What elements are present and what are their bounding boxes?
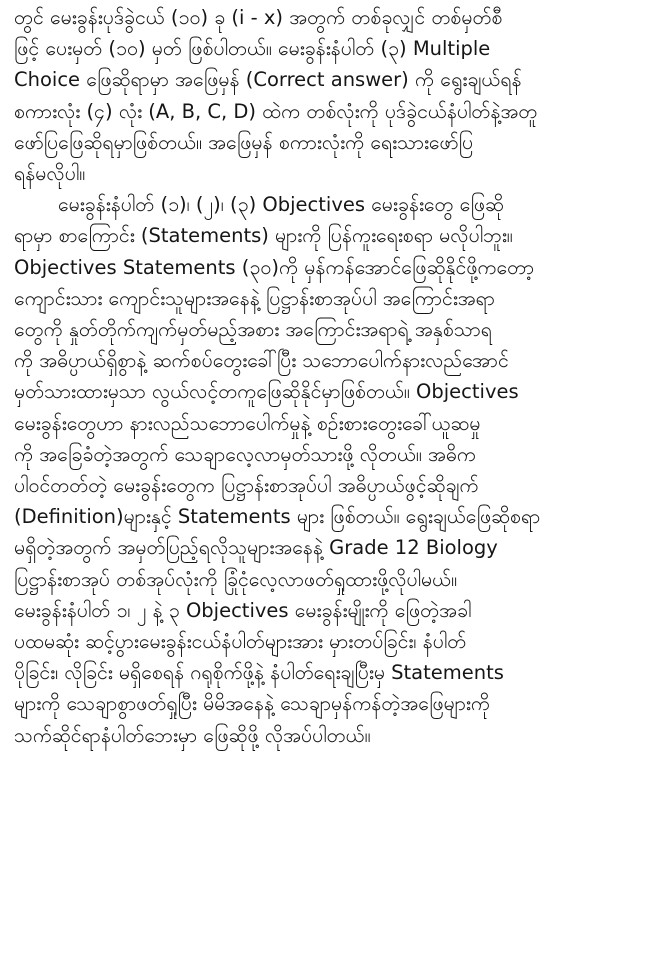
text-line: Choice ဖြေဆိုရာမှာ အဖြေမှန် (Correct answer) ကို ရွေးချယ်ရန် — [14, 68, 522, 92]
text-line: မရှိတဲ့အတွက် အမှတ်ပြည့်ရလိုသူများအနေနဲ့ Grade 12 Biology — [14, 536, 498, 560]
text-line: တွေကို နှုတ်တိုက်ကျက်မှတ်မည့်အစား အကြောင်းအရာရဲ့ အနှစ်သာရ — [14, 318, 492, 342]
text-line: ကျောင်းသား ကျောင်းသူများအနေနဲ့ ပြဋ္ဌာန်းစာအုပ်ပါ အကြောင်းအရာ — [14, 286, 495, 310]
text-line: မှတ်သားထားမှသာ လွယ်လင့်တကူဖြေဆိုနိုင်မှာဖြစ်တယ်။ Objectives — [14, 380, 519, 404]
paragraph-2 — [14, 189, 664, 751]
text-line: ဖော်ပြဖြေဆိုရမှာဖြစ်တယ်။ အဖြေမှန် စကားလုံးကို ရေးသားဖော်ပြ — [14, 130, 474, 154]
text-line: ကို အခြေခံတဲ့အတွက် သေချာလေ့လာမှတ်သားဖို့ လိုတယ်။ အဓိက — [14, 442, 476, 466]
text-line: ပထမဆုံး ဆင့်ပွားမေးခွန်းငယ်နံပါတ်များအား မှားတပ်ခြင်း၊ နံပါတ် — [14, 630, 467, 654]
text-line: မေးခွန်းနံပါတ် ၁၊ ၂ နဲ့ ၃ Objectives မေးခွန်းမျိုးကို ဖြေတဲ့အခါ — [14, 598, 472, 622]
text-line: ပိုခြင်း၊ လိုခြင်း မရှိစေရန် ဂရုစိုက်ဖို့နဲ့ နံပါတ်ရေးချပြီးမှ Statements — [14, 661, 504, 685]
text-line: ရာမှာ စာကြောင်း (Statements) များကို ပြန်ကူးရေးစရာ မလိုပါဘူး။ — [14, 224, 513, 248]
text-line: သက်ဆိုင်ရာနံပါတ်ဘေးမှာ ဖြေဆိုဖို့ လိုအပ်ပါတယ်။ — [14, 723, 371, 747]
text-line: ပါဝင်တတ်တဲ့ မေးခွန်းတွေက ပြဋ္ဌာန်းစာအုပ်ပါ အဓိပ္ပာယ်ဖွင့်ဆိုချက် — [14, 474, 479, 498]
text-line: ရန်မလိုပါ။ — [14, 162, 86, 186]
text-line: ပြဋ္ဌာန်းစာအုပ် တစ်အုပ်လုံးကို ခြုံငုံလေ့လာဖတ်ရှုထားဖို့လိုပါမယ်။ — [14, 567, 457, 591]
text-line: များကို သေချာစွာဖတ်ရှုပြီး မိမိအနေနဲ့ သေချာမှန်ကန်တဲ့အဖြေများကို — [14, 692, 490, 716]
text-line: Objectives Statements (၃၀)ကို မှန်ကန်အောင်ဖြေဆိုနိုင်ဖို့ကတော့ — [14, 255, 535, 279]
text-line: စကားလုံး (၄) လုံး (A, B, C, D) ထဲက တစ်လုံးကို ပုဒ်ခွဲငယ်နံပါတ်နဲ့အတူ — [14, 99, 538, 123]
text-line: တွင် မေးခွန်းပုဒ်ခွဲငယ် (၁၀) ခု (i - x) အတွက် တစ်ခုလျှင် တစ်မှတ်စီ — [14, 6, 503, 29]
text-line: မေးခွန်းတွေဟာ နားလည်သဘောပေါက်မှုနဲ့ စဉ်းစားတွေးခေါ်ယူဆမှု — [14, 411, 481, 435]
text-line: ကို အဓိပ္ပာယ်ရှိစွာနဲ့ ဆက်စပ်တွေးခေါ်ပြီး သဘောပေါက်နားလည်အောင် — [14, 349, 509, 373]
paragraph-1 — [14, 2, 664, 189]
text-line: ဖြင့် ပေးမှတ် (၁၀) မှတ် ဖြစ်ပါတယ်။ မေးခွန်းနံပါတ် (၃) Multiple — [14, 37, 491, 61]
text-line: (Definition)များနှင့် Statements များ ဖြစ်တယ်။ ရွေးချယ်ဖြေဆိုစရာ — [14, 505, 541, 529]
text-line: မေးခွန်းနံပါတ် (၁)၊ (၂)၊ (၃) Objectives မေးခွန်းတွေ ဖြေဆို — [58, 193, 504, 217]
